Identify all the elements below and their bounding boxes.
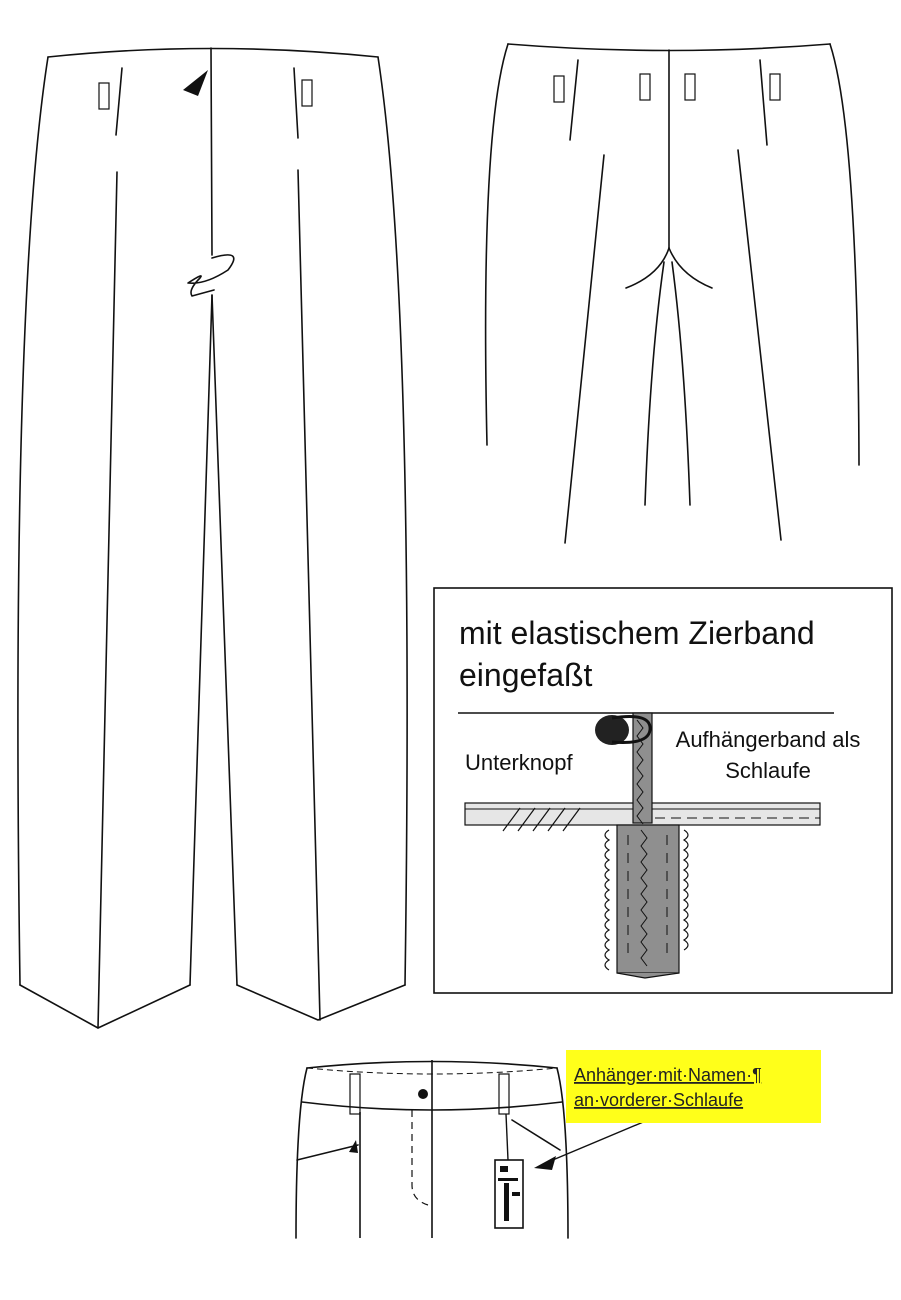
waist-tag-detail xyxy=(296,1050,821,1238)
name-tag-mark-1 xyxy=(500,1166,508,1172)
front-crotch-curve xyxy=(188,255,234,296)
front-waistband-edge xyxy=(48,49,378,58)
back-belt-loop-1 xyxy=(554,76,564,102)
front-left-inseam xyxy=(190,295,212,985)
front-center-fly xyxy=(211,48,212,255)
front-right-side-seam xyxy=(378,57,407,985)
back-left-inseam xyxy=(645,262,664,505)
front-view-trousers xyxy=(18,48,407,1028)
detail-box xyxy=(434,588,892,993)
detail-label-button: Unterknopf xyxy=(465,750,573,775)
tag-hanging-string xyxy=(506,1114,508,1160)
detail-title-line2: eingefaßt xyxy=(459,657,593,693)
front-right-crease xyxy=(298,170,320,1020)
front-belt-loop-right xyxy=(302,80,312,106)
back-seat-curve-right xyxy=(669,248,712,288)
back-right-inseam xyxy=(672,262,690,505)
callout-highlight xyxy=(566,1050,821,1123)
front-right-inseam xyxy=(212,295,237,985)
front-left-pocket-line xyxy=(116,68,122,135)
front-belt-loop-left xyxy=(99,83,109,109)
back-view-trousers xyxy=(486,44,859,543)
tag-detail-fly-stitch xyxy=(412,1110,428,1205)
tag-detail-pocket-left xyxy=(297,1145,358,1160)
detail-title-line1: mit elastischem Zierband xyxy=(459,615,815,651)
tag-detail-left-side xyxy=(296,1068,307,1238)
front-left-crease xyxy=(98,172,117,1028)
detail-button xyxy=(595,715,629,745)
tag-detail-button xyxy=(418,1089,428,1099)
back-belt-loop-2 xyxy=(640,74,650,100)
callout-text-line2: an·vorderer·Schlaufe xyxy=(574,1090,744,1110)
name-tag-mark-2 xyxy=(498,1178,518,1181)
name-tag-mark-4 xyxy=(512,1192,520,1196)
back-belt-loop-3 xyxy=(685,74,695,100)
back-right-crease xyxy=(738,150,781,540)
back-left-side-seam xyxy=(486,44,508,445)
front-right-hem xyxy=(237,985,405,1020)
detail-seam-allowance xyxy=(617,825,679,973)
callout-text-line1: Anhänger·mit·Namen·¶ xyxy=(574,1065,762,1085)
name-tag-mark-3 xyxy=(504,1183,509,1221)
front-left-hem xyxy=(20,985,190,1028)
front-notch-marker xyxy=(183,70,208,96)
tag-detail-pocket-right xyxy=(512,1120,560,1150)
callout-leader-line xyxy=(548,1120,648,1162)
detail-label-loop-line1: Aufhängerband als xyxy=(675,727,861,752)
front-left-side-seam xyxy=(18,57,48,985)
back-right-dart xyxy=(760,60,767,145)
back-belt-loop-4 xyxy=(770,74,780,100)
callout-arrowhead xyxy=(534,1156,556,1170)
detail-label-loop-line2: Schlaufe xyxy=(725,758,811,783)
back-left-dart xyxy=(570,60,578,140)
back-right-side-seam xyxy=(830,44,859,465)
front-right-pocket-line xyxy=(294,68,298,138)
back-left-crease xyxy=(565,155,604,543)
